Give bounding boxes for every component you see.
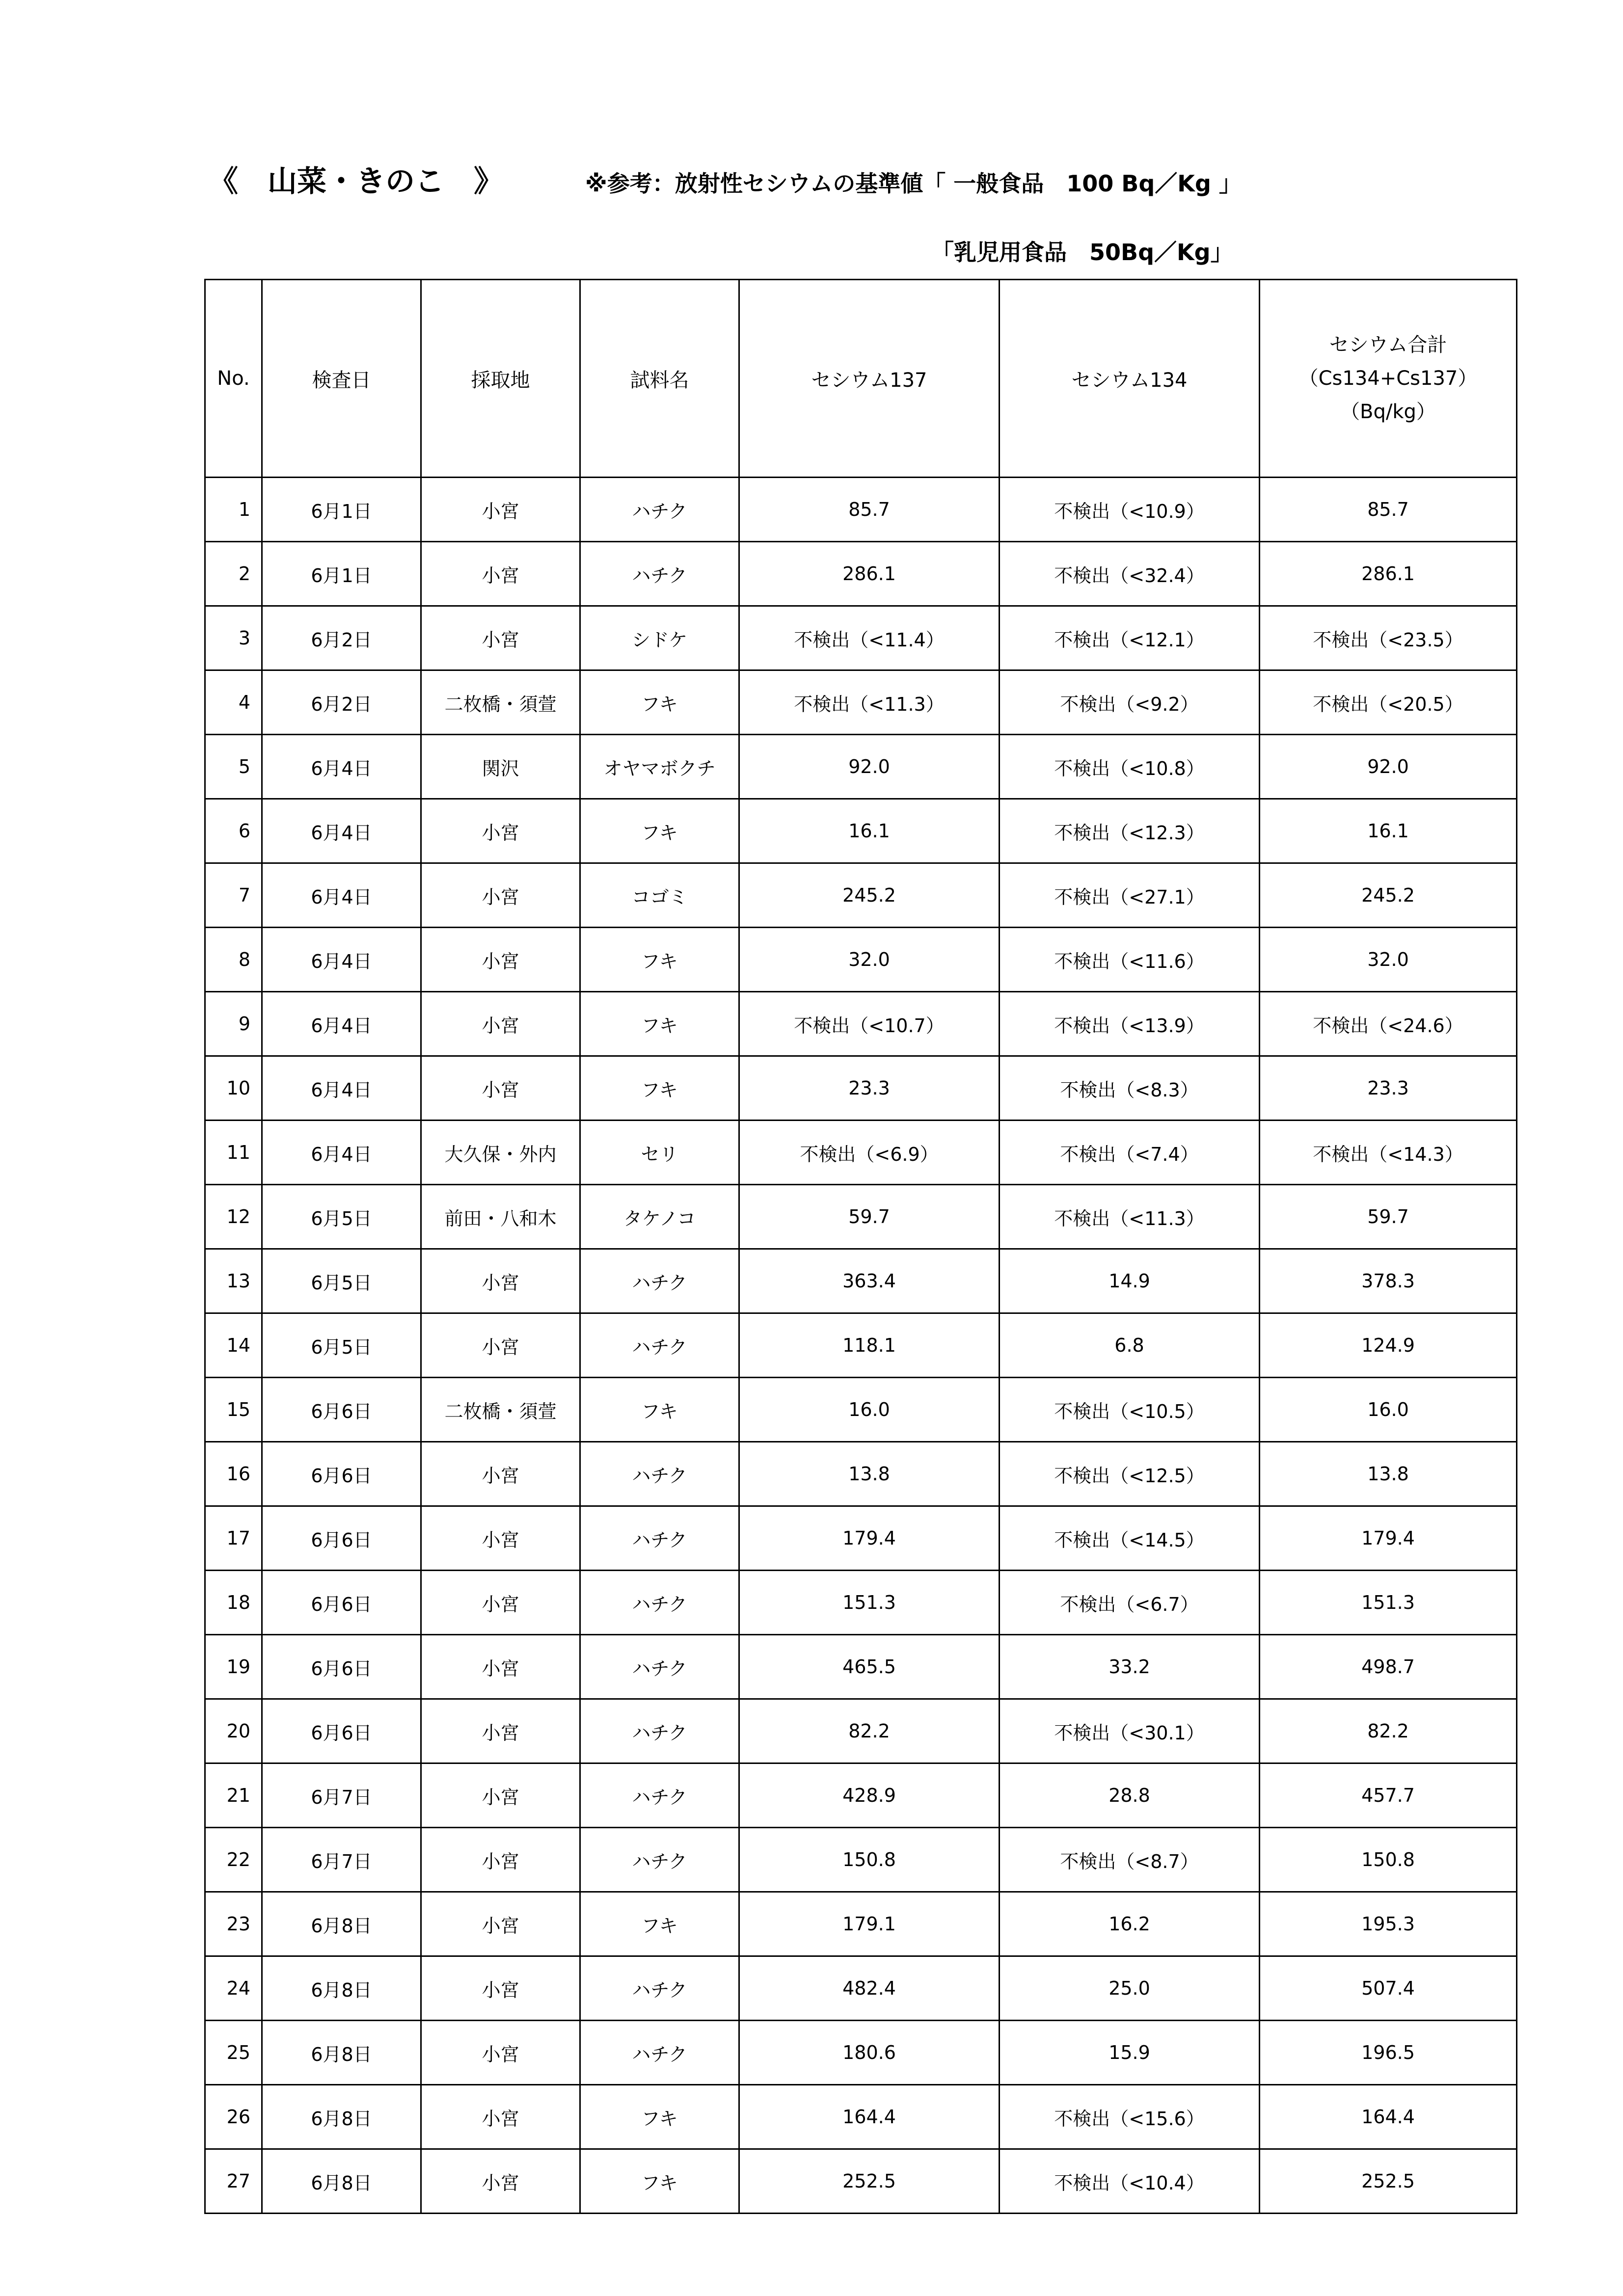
cell-no: 8 — [205, 928, 262, 992]
cell-no: 9 — [205, 992, 262, 1056]
cell-date: 6月5日 — [262, 1313, 421, 1378]
reference-general-limit: ※参考：放射性セシウムの基準値「 一般食品 100 Bq／Kg 」 — [585, 170, 1242, 197]
cell-no: 21 — [205, 1763, 262, 1828]
cell-total: 195.3 — [1260, 1892, 1517, 1956]
cell-cs137: 13.8 — [739, 1442, 1000, 1506]
cell-location: 二枚橋・須萱 — [421, 670, 580, 735]
header-location: 採取地 — [421, 280, 580, 478]
cell-location: 二枚橋・須萱 — [421, 1378, 580, 1442]
cell-date: 6月8日 — [262, 1956, 421, 2021]
cell-total: 507.4 — [1260, 1956, 1517, 2021]
table-row — [205, 1635, 1517, 1699]
cell-date: 6月6日 — [262, 1506, 421, 1571]
cell-total: 23.3 — [1260, 1056, 1517, 1121]
cell-sample: シドケ — [580, 606, 739, 670]
table-row — [205, 1763, 1517, 1828]
cell-cs134: 不検出（<8.7） — [1000, 1828, 1260, 1892]
table-row — [205, 1056, 1517, 1121]
cell-sample: ハチク — [580, 1506, 739, 1571]
cell-location: 小宮 — [421, 542, 580, 606]
cell-cs137: 92.0 — [739, 735, 1000, 799]
cell-cs137: 85.7 — [739, 478, 1000, 542]
cell-cs137: 150.8 — [739, 1828, 1000, 1892]
cell-cs134: 15.9 — [1000, 2021, 1260, 2085]
table-row — [205, 1121, 1517, 1185]
cell-cs137: 164.4 — [739, 2085, 1000, 2149]
cell-date: 6月7日 — [262, 1763, 421, 1828]
cell-total: 252.5 — [1260, 2149, 1517, 2214]
cell-location: 小宮 — [421, 799, 580, 863]
table-row — [205, 2021, 1517, 2085]
cell-date: 6月6日 — [262, 1442, 421, 1506]
cell-location: 小宮 — [421, 1763, 580, 1828]
cell-sample: ハチク — [580, 2021, 739, 2085]
cell-date: 6月2日 — [262, 606, 421, 670]
cell-sample: フキ — [580, 928, 739, 992]
cell-date: 6月4日 — [262, 928, 421, 992]
header-cs137: セシウム137 — [739, 280, 1000, 478]
cell-cs134: 不検出（<27.1） — [1000, 863, 1260, 928]
cell-total: 378.3 — [1260, 1249, 1517, 1313]
cell-cs137: 23.3 — [739, 1056, 1000, 1121]
cell-sample: オヤマボクチ — [580, 735, 739, 799]
cell-date: 6月1日 — [262, 478, 421, 542]
cell-cs137: 59.7 — [739, 1185, 1000, 1249]
cell-cs137: 32.0 — [739, 928, 1000, 992]
cell-date: 6月8日 — [262, 2021, 421, 2085]
cell-location: 小宮 — [421, 928, 580, 992]
cell-cs134: 28.8 — [1000, 1763, 1260, 1828]
cell-date: 6月5日 — [262, 1185, 421, 1249]
cell-no: 25 — [205, 2021, 262, 2085]
cell-location: 前田・八和木 — [421, 1185, 580, 1249]
cell-no: 1 — [205, 478, 262, 542]
cell-cs137: 252.5 — [739, 2149, 1000, 2214]
cell-total: 85.7 — [1260, 478, 1517, 542]
cell-total: 179.4 — [1260, 1506, 1517, 1571]
cell-total: 286.1 — [1260, 542, 1517, 606]
cell-cs134: 不検出（<10.8） — [1000, 735, 1260, 799]
cell-total: 16.1 — [1260, 799, 1517, 863]
cell-location: 小宮 — [421, 2149, 580, 2214]
header-sample: 試料名 — [580, 280, 739, 478]
table-row — [205, 1571, 1517, 1635]
cell-cs134: 14.9 — [1000, 1249, 1260, 1313]
table-row — [205, 478, 1517, 542]
cell-cs137: 151.3 — [739, 1571, 1000, 1635]
cell-no: 3 — [205, 606, 262, 670]
cell-date: 6月2日 — [262, 670, 421, 735]
cell-cs137: 465.5 — [739, 1635, 1000, 1699]
cell-date: 6月4日 — [262, 735, 421, 799]
cell-total: 164.4 — [1260, 2085, 1517, 2149]
cell-location: 関沢 — [421, 735, 580, 799]
cell-sample: フキ — [580, 2085, 739, 2149]
cell-no: 6 — [205, 799, 262, 863]
cell-total: 196.5 — [1260, 2021, 1517, 2085]
cell-date: 6月4日 — [262, 1056, 421, 1121]
table-header — [205, 280, 1517, 478]
table-body — [205, 478, 1517, 2214]
cell-location: 小宮 — [421, 1892, 580, 1956]
cell-cs134: 不検出（<15.6） — [1000, 2085, 1260, 2149]
cell-location: 小宮 — [421, 478, 580, 542]
cell-no: 15 — [205, 1378, 262, 1442]
header-date: 検査日 — [262, 280, 421, 478]
reference-infant-limit: 「乳児用食品 50Bq／Kg」 — [931, 239, 1233, 266]
cell-cs134: 不検出（<6.7） — [1000, 1571, 1260, 1635]
cell-cs137: 180.6 — [739, 2021, 1000, 2085]
cell-date: 6月6日 — [262, 1571, 421, 1635]
table-row — [205, 542, 1517, 606]
header-total-title: セシウム合計 — [1329, 334, 1447, 356]
cell-sample: フキ — [580, 1378, 739, 1442]
table-row — [205, 1185, 1517, 1249]
cell-total: 151.3 — [1260, 1571, 1517, 1635]
cell-location: 小宮 — [421, 1313, 580, 1378]
cell-no: 22 — [205, 1828, 262, 1892]
cell-sample: ハチク — [580, 478, 739, 542]
cell-cs137: 428.9 — [739, 1763, 1000, 1828]
cell-sample: ハチク — [580, 1635, 739, 1699]
cell-date: 6月4日 — [262, 992, 421, 1056]
cell-location: 小宮 — [421, 992, 580, 1056]
cell-cs137: 82.2 — [739, 1699, 1000, 1763]
cell-cs134: 不検出（<12.5） — [1000, 1442, 1260, 1506]
cell-no: 23 — [205, 1892, 262, 1956]
page-title: 《 山菜・きのこ 》 — [209, 164, 503, 199]
table-row — [205, 1828, 1517, 1892]
header-cs134: セシウム134 — [1000, 280, 1260, 478]
cell-cs134: 不検出（<10.5） — [1000, 1378, 1260, 1442]
cell-date: 6月5日 — [262, 1249, 421, 1313]
cell-cs134: 6.8 — [1000, 1313, 1260, 1378]
table-row — [205, 1699, 1517, 1763]
cell-total: 16.0 — [1260, 1378, 1517, 1442]
cell-total: 13.8 — [1260, 1442, 1517, 1506]
cell-location: 小宮 — [421, 1635, 580, 1699]
cell-sample: セリ — [580, 1121, 739, 1185]
cell-no: 14 — [205, 1313, 262, 1378]
cell-sample: ハチク — [580, 1956, 739, 2021]
cell-no: 24 — [205, 1956, 262, 2021]
cell-cs137: 118.1 — [739, 1313, 1000, 1378]
table-row — [205, 2085, 1517, 2149]
cell-date: 6月4日 — [262, 863, 421, 928]
cell-cs134: 不検出（<8.3） — [1000, 1056, 1260, 1121]
cell-no: 12 — [205, 1185, 262, 1249]
table-row — [205, 2149, 1517, 2214]
cell-cs134: 不検出（<13.9） — [1000, 992, 1260, 1056]
table-row — [205, 928, 1517, 992]
cell-location: 小宮 — [421, 1571, 580, 1635]
cell-total: 124.9 — [1260, 1313, 1517, 1378]
cell-no: 26 — [205, 2085, 262, 2149]
cell-cs137: 179.1 — [739, 1892, 1000, 1956]
header-row — [205, 280, 1517, 478]
header-total-unit: （Bq/kg） — [1340, 400, 1436, 423]
cell-total: 457.7 — [1260, 1763, 1517, 1828]
cell-no: 16 — [205, 1442, 262, 1506]
table-row — [205, 992, 1517, 1056]
cell-cs134: 不検出（<12.3） — [1000, 799, 1260, 863]
cell-no: 20 — [205, 1699, 262, 1763]
cell-no: 11 — [205, 1121, 262, 1185]
table-row — [205, 670, 1517, 735]
cell-sample: ハチク — [580, 1249, 739, 1313]
cell-cs134: 不検出（<9.2） — [1000, 670, 1260, 735]
cell-cs134: 33.2 — [1000, 1635, 1260, 1699]
cell-sample: ハチク — [580, 1442, 739, 1506]
table-row — [205, 1956, 1517, 2021]
cell-no: 13 — [205, 1249, 262, 1313]
cell-total: 32.0 — [1260, 928, 1517, 992]
cell-location: 小宮 — [421, 1956, 580, 2021]
cell-location: 小宮 — [421, 1056, 580, 1121]
table-row — [205, 1506, 1517, 1571]
cell-no: 17 — [205, 1506, 262, 1571]
cell-location: 小宮 — [421, 2085, 580, 2149]
cell-sample: フキ — [580, 1056, 739, 1121]
cell-date: 6月6日 — [262, 1699, 421, 1763]
table-row — [205, 1442, 1517, 1506]
cell-cs134: 不検出（<10.4） — [1000, 2149, 1260, 2214]
cell-cs137: 286.1 — [739, 542, 1000, 606]
cell-location: 小宮 — [421, 1699, 580, 1763]
cell-date: 6月4日 — [262, 1121, 421, 1185]
cell-sample: ハチク — [580, 1828, 739, 1892]
table-row — [205, 1313, 1517, 1378]
cell-location: 小宮 — [421, 606, 580, 670]
cell-cs137: 245.2 — [739, 863, 1000, 928]
cell-cs134: 不検出（<32.4） — [1000, 542, 1260, 606]
cell-date: 6月4日 — [262, 799, 421, 863]
cell-cs134: 不検出（<12.1） — [1000, 606, 1260, 670]
cell-sample: ハチク — [580, 1699, 739, 1763]
cell-cs137: 16.1 — [739, 799, 1000, 863]
table-row — [205, 1378, 1517, 1442]
cell-date: 6月7日 — [262, 1828, 421, 1892]
cell-total: 150.8 — [1260, 1828, 1517, 1892]
cell-sample: フキ — [580, 670, 739, 735]
cell-cs134: 25.0 — [1000, 1956, 1260, 2021]
cell-total: 不検出（<23.5） — [1260, 606, 1517, 670]
cell-no: 27 — [205, 2149, 262, 2214]
cell-no: 2 — [205, 542, 262, 606]
cell-sample: コゴミ — [580, 863, 739, 928]
cell-cs137: 179.4 — [739, 1506, 1000, 1571]
cell-cs134: 不検出（<11.3） — [1000, 1185, 1260, 1249]
cell-cs134: 不検出（<7.4） — [1000, 1121, 1260, 1185]
table-row — [205, 606, 1517, 670]
cell-cs137: 不検出（<10.7） — [739, 992, 1000, 1056]
cell-location: 小宮 — [421, 1506, 580, 1571]
cell-no: 4 — [205, 670, 262, 735]
cell-sample: タケノコ — [580, 1185, 739, 1249]
cell-location: 小宮 — [421, 2021, 580, 2085]
cell-location: 小宮 — [421, 1828, 580, 1892]
cell-no: 19 — [205, 1635, 262, 1699]
cell-sample: ハチク — [580, 1313, 739, 1378]
cell-sample: フキ — [580, 992, 739, 1056]
cell-no: 5 — [205, 735, 262, 799]
cell-cs137: 482.4 — [739, 1956, 1000, 2021]
cell-cs134: 不検出（<30.1） — [1000, 1699, 1260, 1763]
cell-total: 59.7 — [1260, 1185, 1517, 1249]
cell-date: 6月6日 — [262, 1378, 421, 1442]
cell-date: 6月6日 — [262, 1635, 421, 1699]
cell-total: 不検出（<20.5） — [1260, 670, 1517, 735]
cell-sample: フキ — [580, 2149, 739, 2214]
cell-date: 6月8日 — [262, 2085, 421, 2149]
cell-total: 245.2 — [1260, 863, 1517, 928]
cell-cs134: 不検出（<10.9） — [1000, 478, 1260, 542]
results-table — [204, 279, 1517, 2214]
cell-date: 6月8日 — [262, 1892, 421, 1956]
cell-cs137: 不検出（<11.4） — [739, 606, 1000, 670]
cell-no: 18 — [205, 1571, 262, 1635]
cell-sample: ハチク — [580, 1763, 739, 1828]
cell-location: 小宮 — [421, 863, 580, 928]
cell-cs137: 不検出（<11.3） — [739, 670, 1000, 735]
cell-total: 498.7 — [1260, 1635, 1517, 1699]
header-total-formula: （Cs134+Cs137） — [1298, 367, 1478, 390]
header-total — [1260, 280, 1517, 478]
cell-sample: フキ — [580, 1892, 739, 1956]
cell-location: 小宮 — [421, 1442, 580, 1506]
table-row — [205, 799, 1517, 863]
cell-date: 6月8日 — [262, 2149, 421, 2214]
cell-cs134: 16.2 — [1000, 1892, 1260, 1956]
cell-no: 10 — [205, 1056, 262, 1121]
cell-cs137: 363.4 — [739, 1249, 1000, 1313]
cell-location: 小宮 — [421, 1249, 580, 1313]
cell-location: 大久保・外内 — [421, 1121, 580, 1185]
cell-total: 不検出（<24.6） — [1260, 992, 1517, 1056]
table-row — [205, 863, 1517, 928]
cell-sample: ハチク — [580, 1571, 739, 1635]
cell-no: 7 — [205, 863, 262, 928]
cell-date: 6月1日 — [262, 542, 421, 606]
cell-cs134: 不検出（<11.6） — [1000, 928, 1260, 992]
cell-cs137: 不検出（<6.9） — [739, 1121, 1000, 1185]
table-row — [205, 735, 1517, 799]
table-row — [205, 1249, 1517, 1313]
cell-cs134: 不検出（<14.5） — [1000, 1506, 1260, 1571]
cell-cs137: 16.0 — [739, 1378, 1000, 1442]
header-no: No. — [205, 280, 262, 478]
table-row — [205, 1892, 1517, 1956]
cell-total: 92.0 — [1260, 735, 1517, 799]
cell-sample: フキ — [580, 799, 739, 863]
cell-total: 不検出（<14.3） — [1260, 1121, 1517, 1185]
cell-total: 82.2 — [1260, 1699, 1517, 1763]
cell-sample: ハチク — [580, 542, 739, 606]
